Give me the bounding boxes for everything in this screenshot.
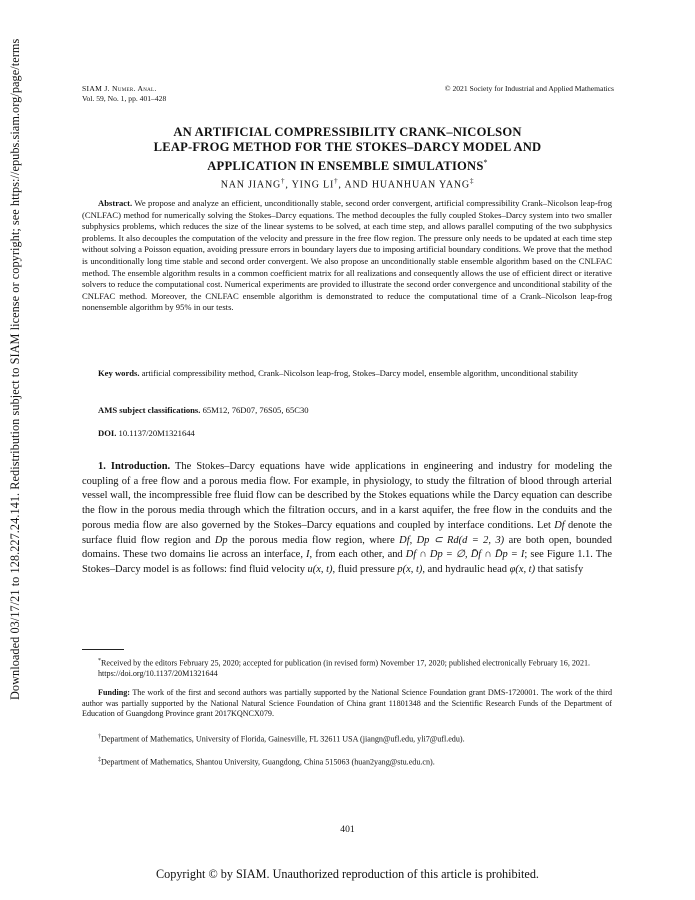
footnote-funding — [82, 688, 612, 720]
footnote-divider — [82, 649, 124, 650]
author-2-mark: † — [334, 177, 339, 185]
footnote-doi-link[interactable]: https://doi.org/10.1137/20M1321644 — [98, 669, 218, 679]
footnote-affiliation-1 — [82, 732, 612, 745]
footnote-mark: * — [98, 658, 101, 664]
math-relation: Df ∩ Dp = ∅, D̄f ∩ D̄p = I — [405, 549, 525, 561]
author-separator: , AND — [338, 179, 372, 191]
introduction-section — [82, 460, 612, 578]
title-line-3-text: APPLICATION IN ENSEMBLE SIMULATIONS — [207, 159, 484, 174]
title-line-1: AN ARTIFICIAL COMPRESSIBILITY CRANK–NICOLSON — [173, 125, 522, 139]
intro-text: are both open, bounded domains. These two domains lie across an interface, — [82, 534, 612, 561]
intro-text: the porous media flow region, where — [227, 534, 400, 546]
intro-text: , from each other, and — [309, 549, 406, 561]
title-line-3 — [100, 155, 595, 174]
intro-text: The Stokes–Darcy equations have wide applications in engineering and industry for modeling the coupling of a free flow and a porous media flow. For example, in physiology, to study the filtration of blood through arterial vessel wall, the incompressible free fluid flow can be described by the Stokes equations while the Darcy equation can describe the flow in the porous media through which the filtration occurs, and in a karst aquifer, the free flow in the conduits and the porous media flow are also governed by the Stokes–Darcy equations and coupled by interface conditions. Let — [82, 461, 612, 531]
footnote-mark: ‡ — [98, 757, 101, 763]
intro-text: , fluid pressure — [332, 563, 398, 575]
math-dp: Dp — [214, 534, 228, 546]
math-df: Df — [554, 519, 565, 531]
abstract-text: We propose and analyze an efficient, unconditionally stable, second order convergent, artificial compressibility Crank–Nicolson leap-frog (CNLFAC) method for numerically solving the Stokes–Darcy equations. The method decouples the fully coupled Stokes–Darcy system into two smaller subphysics problems, which reduces the size of the linear systems to be solved, at each time step, and allows parallel computing of the two subphysics problems. It also decouples the computation of the velocity and pressure in the free flow region. The pressure only needs to be updated at each time step without solving a Poisson equation, avoiding pressure errors in boundary layers due to imposing artificial boundary conditions. We prove that the method is unconditionally long time stable and second order convergent. We also propose an unconditionally stable ensemble algorithm based on the CNLFAC method. The ensemble algorithm results in a common coefficient matrix for all realizations and consequently allows the use of efficient direct or iterative solvers to reduce the computational cost. Numerical experiments are provided to illustrate the second order convergence and unconditional stability of the CNLFAC method. Moreover, the CNLFAC ensemble algorithm is demonstrated to reduce the computational time of a Crank–Nicolson leap-frog nonensemble algorithm by 95% in our tests. — [82, 198, 612, 313]
doi-text: 10.1137/20M1321644 — [118, 428, 195, 438]
intro-text: , and hydraulic head — [422, 563, 510, 575]
page-number: 401 — [340, 824, 355, 835]
section-heading: 1. Introduction. — [98, 461, 171, 472]
ams-text: 65M12, 76D07, 76S05, 65C30 — [202, 405, 309, 415]
author-3: HUANHUAN YANG — [371, 179, 470, 191]
intro-text: ; see Figure 1.1. The Stokes–Darcy model is as follows: find fluid velocity — [82, 549, 612, 575]
math-interface: I — [306, 549, 310, 561]
footnote-received — [82, 656, 612, 680]
intro-text: that satisfy — [535, 563, 584, 575]
author-3-mark: ‡ — [469, 177, 475, 185]
author-2: YING LI — [291, 179, 335, 191]
author-1: NAN JIANG — [220, 179, 282, 191]
paper-title — [100, 125, 595, 174]
footnote-mark: † — [98, 734, 101, 740]
footnote-text: Received by the editors February 25, 2020; accepted for publication (in revised form) November 17, 2020; published electronically February 16, 2021. — [101, 658, 591, 668]
footnote-text: Department of Mathematics, University of Florida, Gainesville, FL 32611 USA (jiangn@ufl.edu, yli7@ufl.edu). — [101, 734, 465, 744]
keywords — [82, 368, 612, 380]
footnote-text: Department of Mathematics, Shantou University, Guangdong, China 515063 (huan2yang@stu.edu.cn). — [101, 757, 435, 767]
journal-name: SIAM J. Numer. Anal. — [82, 84, 157, 93]
funding-text: The work of the first and second authors was partially supported by the National Science Foundation grant DMS-1720001. The work of the third author was partially supported by the National Natural Science Foundation of China grant 11801348 and the Scientific Research Funds of the Department of Education of Guangdong Province grant 2017KQNCX079. — [82, 688, 612, 719]
download-notice: Downloaded 03/17/21 to 128.227.24.141. Redistribution subject to SIAM license or copyright; see https://epubs.siam.org/page/terms — [8, 38, 22, 700]
author-1-mark: † — [281, 177, 286, 185]
keywords-text: artificial compressibility method, Crank–Nicolson leap-frog, Stokes–Darcy model, ensemble algorithm, unconditional stability — [141, 368, 578, 378]
author-list — [100, 177, 595, 190]
math-head: φ(x, t) — [509, 563, 536, 575]
author-separator: , — [285, 179, 292, 191]
journal-volume: Vol. 59, No. 1, pp. 401–428 — [82, 94, 167, 103]
math-velocity: u(x, t) — [307, 563, 333, 575]
math-pressure: p(x, t) — [397, 563, 423, 575]
footer-copyright: Copyright © by SIAM. Unauthorized reproduction of this article is prohibited. — [156, 867, 539, 881]
funding-label: Funding: — [98, 688, 130, 697]
title-footnote-mark: * — [483, 158, 488, 167]
header-copyright: © 2021 Society for Industrial and Applied Mathematics — [444, 84, 614, 93]
ams-classifications — [82, 405, 612, 417]
keywords-label: Key words. — [98, 368, 140, 378]
abstract — [82, 198, 612, 314]
doi — [82, 428, 612, 440]
journal-header — [82, 84, 166, 104]
intro-text: denote the surface fluid flow region and — [82, 519, 612, 546]
abstract-label: Abstract. — [98, 198, 133, 208]
title-line-2: LEAP-FROG METHOD FOR THE STOKES–DARCY MODEL AND — [153, 140, 542, 154]
footnote-affiliation-2 — [82, 755, 612, 768]
ams-label: AMS subject classifications. — [98, 405, 201, 415]
math-domains: Df, Dp ⊂ Rd(d = 2, 3) — [399, 534, 505, 546]
doi-label: DOI. — [98, 428, 117, 438]
